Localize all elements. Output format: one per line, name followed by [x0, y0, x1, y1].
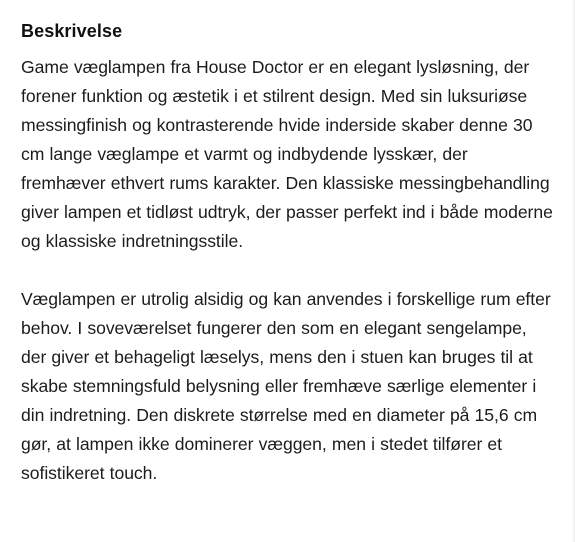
description-paragraph-2: Væglampen er utrolig alsidig og kan anvendes i forskellige rum efter behov. I soveværelset fungerer den som en elegant sengelampe, der giver et behageligt læselys, mens den i stuen kan bruges til at skabe stemningsfuld belysning eller fremhæve særlige elementer i din indretning. Den diskrete størrelse med en diameter på 15,6 cm gør, at lampen ikke dominerer væggen, men i stedet tilfører et sofistikeret touch.	[21, 289, 551, 483]
product-description	[21, 18, 553, 488]
description-heading: Beskrivelse	[21, 21, 123, 41]
description-paragraph-1: Game væglampen fra House Doctor er en elegant lysløsning, der forener funktion og æstetik i et stilrent design. Med sin luksuriøse messingfinish og kontrasterende hvide inderside skaber denne 30 cm lange væglampe et varmt og indbydende lysskær, der fremhæver ethvert rums karakter. Den klassiske messingbehandling giver lampen et tidløst udtryk, der passer perfekt ind i både moderne og klassiske indretningsstile.	[21, 57, 553, 251]
